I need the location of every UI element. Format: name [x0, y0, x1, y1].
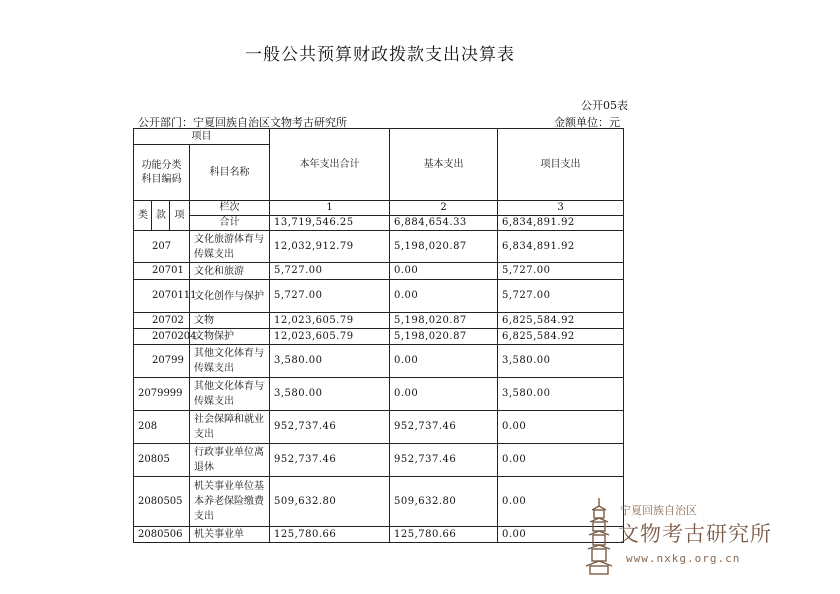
row-basic: 0.00	[390, 345, 498, 378]
total-amount: 13,719,546.25	[270, 216, 390, 231]
pagoda-icon	[584, 496, 614, 576]
row-code: 2080506	[134, 527, 190, 543]
header-subject-name: 科目名称	[190, 145, 270, 201]
col-index-3: 3	[498, 201, 624, 216]
row-total: 952,737.46	[270, 411, 390, 444]
row-total: 5,727.00	[270, 280, 390, 313]
row-project: 3,580.00	[498, 345, 624, 378]
table-row	[134, 378, 624, 411]
row-basic: 509,632.80	[390, 477, 498, 527]
row-total: 12,023,605.79	[270, 313, 390, 329]
row-basic: 0.00	[390, 280, 498, 313]
row-total: 12,032,912.79	[270, 231, 390, 263]
col-index-1: 1	[270, 201, 390, 216]
watermark-url: www.nxkg.org.cn	[626, 552, 741, 565]
row-code: 20701	[134, 263, 190, 280]
row-code: 2079999	[134, 378, 190, 411]
row-total: 12,023,605.79	[270, 329, 390, 345]
row-basic: 0.00	[390, 263, 498, 280]
expenditure-table	[133, 128, 624, 543]
total-label: 合计	[190, 216, 270, 231]
table-row	[134, 280, 624, 313]
total-project: 6,834,891.92	[498, 216, 624, 231]
table-row	[134, 527, 624, 543]
row-project: 3,580.00	[498, 378, 624, 411]
row-project: 0.00	[498, 527, 624, 543]
row-subject: 社会保障和就业支出	[190, 411, 270, 444]
col-index-2: 2	[390, 201, 498, 216]
table-row	[134, 444, 624, 477]
total-row	[134, 216, 624, 231]
table-row	[134, 231, 624, 263]
row-code: 208	[134, 411, 190, 444]
header-xiang: 项	[170, 201, 190, 231]
header-project: 项目支出	[498, 129, 624, 201]
row-subject: 机关事业单位基本养老保险缴费支出	[190, 477, 270, 527]
table-row	[134, 477, 624, 527]
row-basic: 125,780.66	[390, 527, 498, 543]
row-code: 20805	[134, 444, 190, 477]
page-title: 一般公共预算财政拨款支出决算表	[245, 45, 515, 65]
row-project: 0.00	[498, 477, 624, 527]
department-label: 公开部门：宁夏回族自治区文物考古研究所	[138, 116, 347, 129]
amount-unit-label: 金额单位：元	[554, 116, 620, 129]
row-total: 3,580.00	[270, 345, 390, 378]
row-basic: 5,198,020.87	[390, 231, 498, 263]
row-subject: 文物	[190, 313, 270, 329]
row-code: 20799	[134, 345, 190, 378]
row-project: 0.00	[498, 411, 624, 444]
table-row	[134, 411, 624, 444]
row-basic: 952,737.46	[390, 444, 498, 477]
header-basic: 基本支出	[390, 129, 498, 201]
row-project: 5,727.00	[498, 280, 624, 313]
form-number: 公开05表	[581, 99, 628, 112]
row-basic: 952,737.46	[390, 411, 498, 444]
row-subject: 机关事业单	[190, 527, 270, 543]
row-subject: 行政事业单位离退休	[190, 444, 270, 477]
row-subject: 其他文化体育与传媒支出	[190, 378, 270, 411]
row-subject: 文化和旅游	[190, 263, 270, 280]
header-row-label: 栏次	[190, 201, 270, 216]
header-lei: 类	[134, 201, 152, 231]
watermark-line-2: 文物考古研究所	[618, 522, 772, 546]
row-project: 6,825,584.92	[498, 329, 624, 345]
row-basic: 0.00	[390, 378, 498, 411]
row-code: 2070204	[134, 329, 190, 345]
header-kuan: 款	[152, 201, 170, 231]
row-code: 2070111	[134, 280, 190, 313]
header-total: 本年支出合计	[270, 129, 390, 201]
row-basic: 5,198,020.87	[390, 313, 498, 329]
row-project: 0.00	[498, 444, 624, 477]
row-code: 20702	[134, 313, 190, 329]
header-item: 项目	[134, 129, 270, 145]
table-row	[134, 345, 624, 378]
row-total: 509,632.80	[270, 477, 390, 527]
table-row	[134, 313, 624, 329]
row-code: 2080505	[134, 477, 190, 527]
institute-watermark	[582, 496, 812, 576]
row-subject: 文物保护	[190, 329, 270, 345]
row-total: 3,580.00	[270, 378, 390, 411]
row-subject: 其他文化体育与传媒支出	[190, 345, 270, 378]
row-total: 5,727.00	[270, 263, 390, 280]
row-code: 207	[134, 231, 190, 263]
header-func-code: 功能分类科目编码	[134, 145, 190, 201]
row-subject: 文化创作与保护	[190, 280, 270, 313]
watermark-line-1: 宁夏回族自治区	[620, 504, 697, 517]
row-project: 6,825,584.92	[498, 313, 624, 329]
row-project: 5,727.00	[498, 263, 624, 280]
row-total: 125,780.66	[270, 527, 390, 543]
total-basic: 6,884,654.33	[390, 216, 498, 231]
table-row	[134, 329, 624, 345]
table-row	[134, 263, 624, 280]
row-project: 6,834,891.92	[498, 231, 624, 263]
row-subject: 文化旅游体育与传媒支出	[190, 231, 270, 263]
row-basic: 5,198,020.87	[390, 329, 498, 345]
row-total: 952,737.46	[270, 444, 390, 477]
